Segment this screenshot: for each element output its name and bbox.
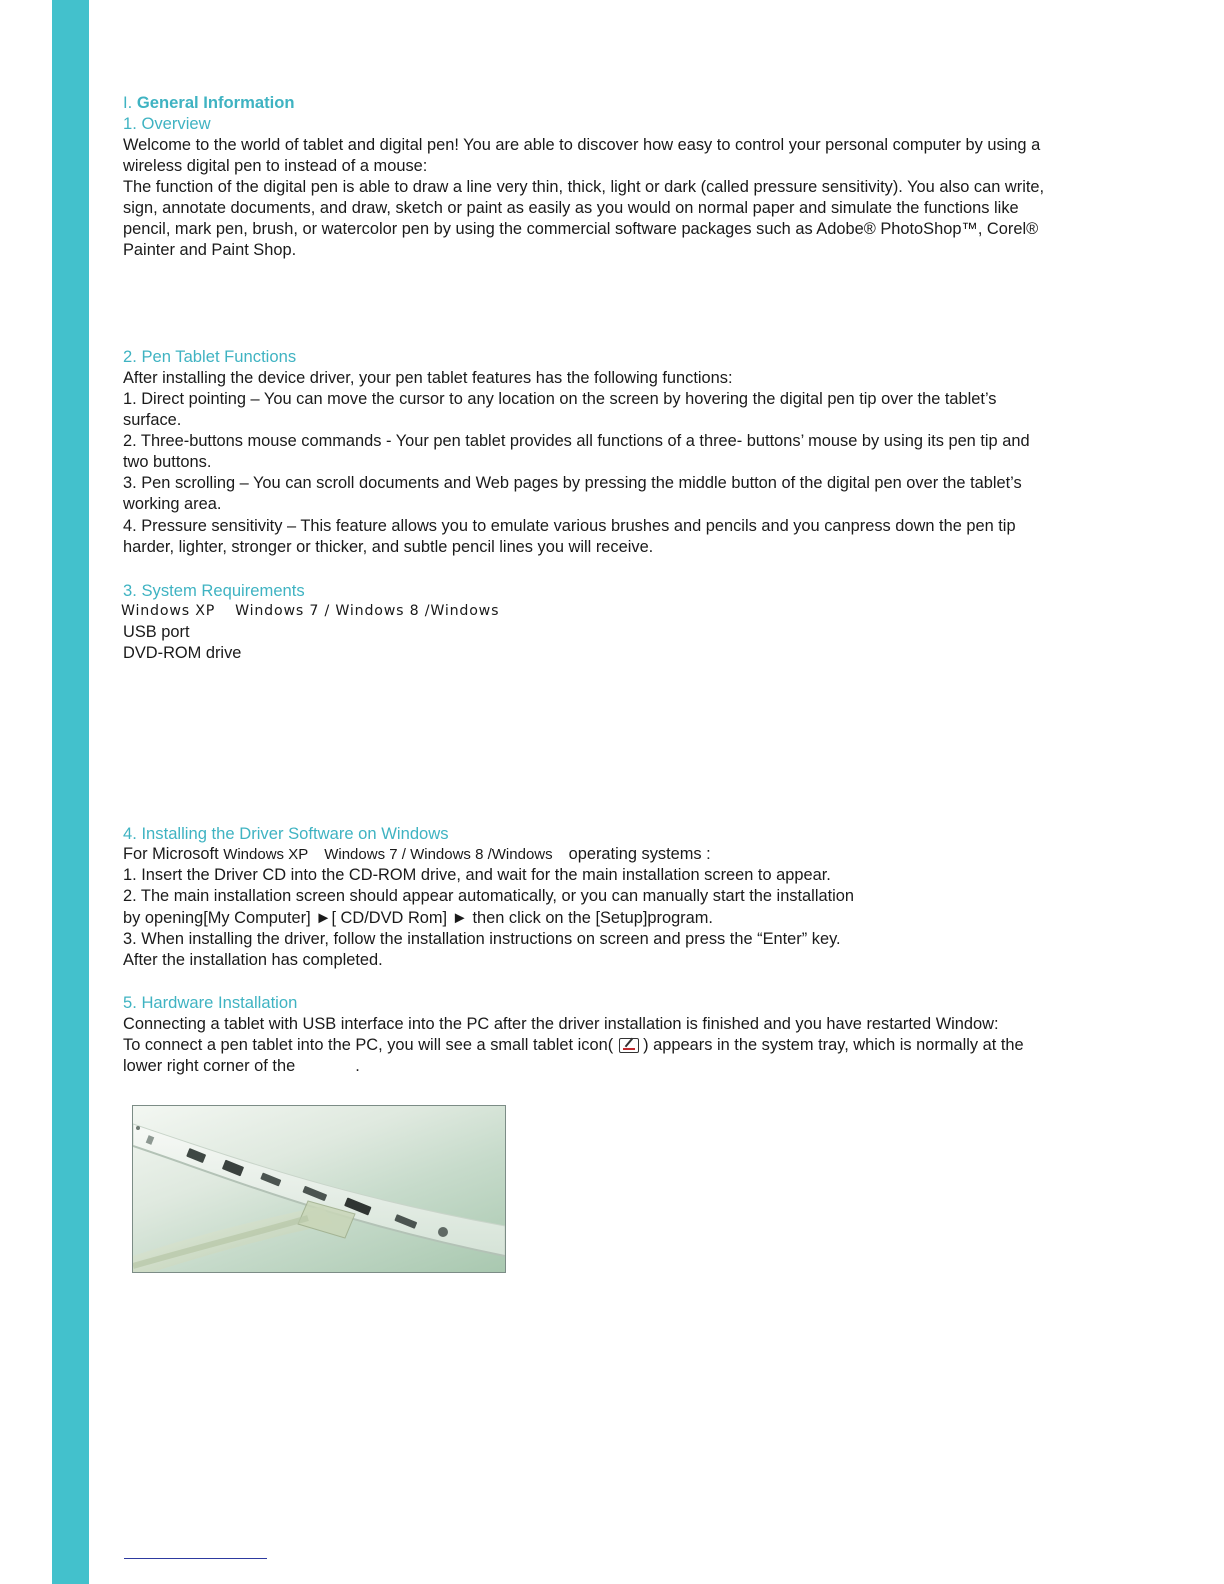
tablet-tray-icon: [619, 1038, 639, 1053]
driver-line: 2. The main installation screen should appear automatically, or you can manually start the installation: [123, 887, 854, 905]
driver-line: 3. When installing the driver, follow the installation instructions on screen and press the “Enter” key.: [123, 930, 841, 948]
functions-line: two buttons.: [123, 453, 212, 471]
functions-heading: 2. Pen Tablet Functions: [123, 347, 297, 366]
hardware-heading: 5. Hardware Installation: [123, 993, 298, 1012]
usb-connection-photo: [132, 1105, 506, 1273]
accent-side-bar: [52, 0, 89, 1584]
functions-line: 4. Pressure sensitivity – This feature allows you to emulate various brushes and pencils and you canpress down the pen tip: [123, 517, 1016, 535]
functions-line: surface.: [123, 411, 182, 429]
overview-line: The function of the digital pen is able to draw a line very thin, thick, light or dark (called pressure sensitivity). You also can write,: [123, 178, 1045, 196]
overview-line: Painter and Paint Shop.: [123, 241, 297, 259]
hardware-line: lower right corner of the .: [123, 1057, 360, 1075]
hardware-line: Connecting a tablet with USB interface into the PC after the driver installation is finished and you have restarted Window:: [123, 1015, 999, 1033]
driver-intro-line: For Microsoft Windows XP Windows 7 / Windows 8 /Windows operating systems :: [123, 845, 711, 863]
overview-line: sign, annotate documents, and draw, sketch or paint as easily as you would on normal paper and simulate the functions like: [123, 199, 1019, 217]
functions-line: 3. Pen scrolling – You can scroll documents and Web pages by pressing the middle button of the digital pen over the tablet’s: [123, 474, 1022, 492]
section-heading-general: I. General Information: [123, 93, 295, 112]
requirements-os-line: Windows XP Windows 7 / Windows 8 /Windows: [121, 603, 500, 619]
requirements-heading: 3. System Requirements: [123, 581, 305, 600]
driver-line: by opening[My Computer] ►[ CD/DVD Rom] ► then click on the [Setup]program.: [123, 909, 713, 927]
functions-line: 2. Three-buttons mouse commands - Your pen tablet provides all functions of a three- buttons’ mouse by using its pen tip and: [123, 432, 1030, 450]
footnote-rule: [124, 1558, 267, 1559]
requirements-dvd: DVD-ROM drive: [123, 644, 242, 662]
hardware-line: To connect a pen tablet into the PC, you will see a small tablet icon( ) appears in the system tray, which is normally at the: [123, 1036, 1024, 1054]
driver-heading: 4. Installing the Driver Software on Windows: [123, 824, 449, 843]
laptop-usb-illustration: [133, 1106, 505, 1272]
functions-line: 1. Direct pointing – You can move the cursor to any location on the screen by hovering the digital pen tip over the tablet’s: [123, 390, 997, 408]
driver-line: 1. Insert the Driver CD into the CD-ROM drive, and wait for the main installation screen to appear.: [123, 866, 831, 884]
overview-line: Welcome to the world of tablet and digital pen! You are able to discover how easy to control your personal computer by using a: [123, 136, 1041, 154]
overview-line: wireless digital pen to instead of a mouse:: [123, 157, 428, 175]
functions-line: harder, lighter, stronger or thicker, and subtle pencil lines you will receive.: [123, 538, 654, 556]
functions-line: After installing the device driver, your pen tablet features has the following functions:: [123, 369, 733, 387]
overview-line: pencil, mark pen, brush, or watercolor pen by using the commercial software packages such as Adobe® PhotoShop™, Corel®: [123, 220, 1039, 238]
driver-line: After the installation has completed.: [123, 951, 383, 969]
functions-line: working area.: [123, 495, 222, 513]
overview-heading: 1. Overview: [123, 114, 211, 133]
requirements-usb: USB port: [123, 623, 190, 641]
